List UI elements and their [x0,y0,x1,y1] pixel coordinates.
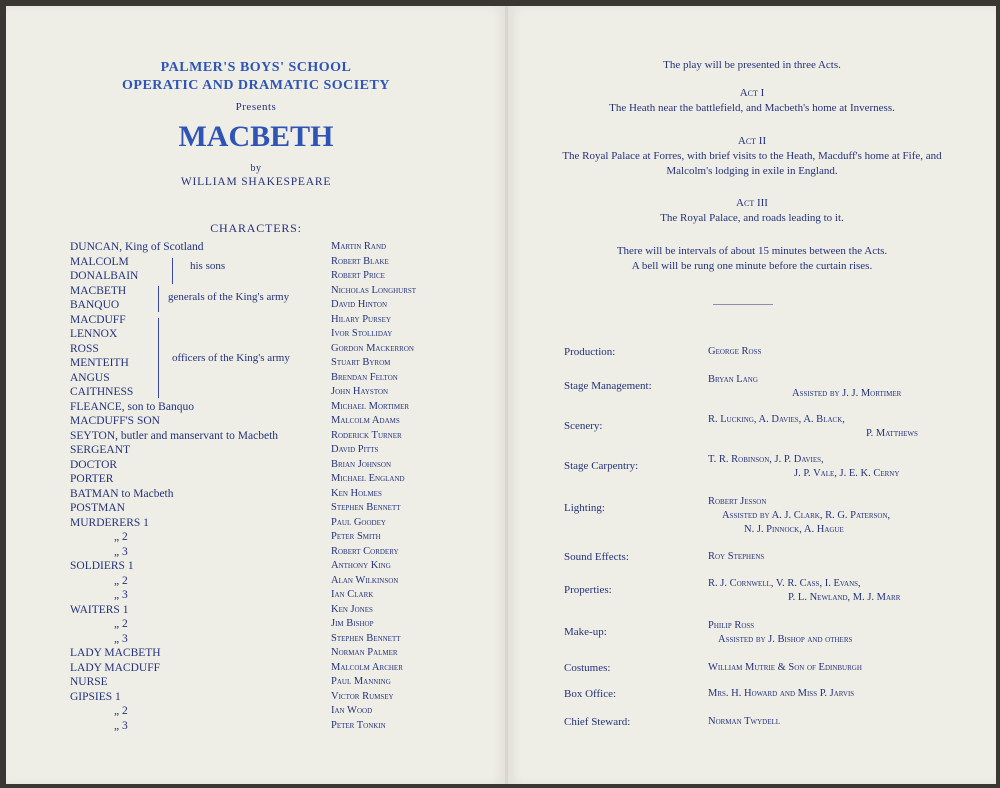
cast-row [6,574,506,588]
cast-row [6,603,506,617]
credit-label: Stage Carpentry: [564,460,639,472]
cast-row [6,501,506,515]
character-role: „ 3 [114,545,128,558]
actor-name: Ken Jones [331,603,373,615]
credit-label: Stage Management: [564,380,652,392]
cast-row [6,719,506,733]
act-1-label: Act I [739,87,765,99]
cast-row [6,429,506,443]
by-label: by [250,163,262,174]
presents-label: Presents [235,101,277,113]
actor-name: John Hayston [331,386,389,397]
note-officers: officers of the King's army [172,352,290,364]
cast-row [6,371,506,385]
bell-note: A bell will be rung one minute before the curtain rises. [631,260,873,272]
character-role: SERGEANT [70,444,131,456]
cast-row [6,443,506,457]
actor-name: Malcolm Archer [331,661,403,673]
cast-row [6,530,506,544]
act-2-label: Act II [737,135,767,147]
cast-row [6,240,506,254]
credit-name: P. Matthews [866,428,918,439]
character-role: MALCOLM [70,255,129,268]
credit-label: Make-up: [564,626,607,638]
cast-row [6,545,506,559]
note-generals: generals of the King's army [168,291,290,303]
character-role: GIPSIES 1 [70,690,121,703]
cast-row [6,255,506,269]
character-role: „ 3 [114,632,128,645]
character-role: PORTER [70,473,114,485]
cast-row [6,588,506,602]
credit-name: George Ross [708,346,762,357]
actor-name: Peter Smith [331,531,381,542]
brace-generals [158,286,159,312]
credit-name: R. J. Cornwell, V. R. Cass, I. Evans, [708,578,861,589]
actor-name: David Hinton [331,299,388,310]
character-role: SEYTON, butler and manservant to Macbeth [70,429,279,442]
school-name: PALMER'S BOYS' SCHOOL [160,60,352,75]
character-role: MURDERERS 1 [70,516,149,529]
credit-name: T. R. Robinson, J. P. Davies, [708,454,824,465]
character-role: FLEANCE, son to Banquo [70,400,194,413]
character-role: „ 3 [114,719,128,732]
character-role: MACBETH [70,284,127,297]
society-name: OPERATIC AND DRAMATIC SOCIETY [122,78,390,93]
credit-name: J. P. Vale, J. E. K. Cerny [794,468,900,479]
cast-row [6,559,506,573]
actor-name: Victor Rumsey [331,690,394,702]
character-role: LADY MACBETH [70,647,161,659]
actor-name: Brendan Felton [331,371,398,383]
actor-name: Norman Palmer [331,647,398,658]
actor-name: Hilary Pursey [331,313,391,325]
cast-row [6,487,506,501]
credit-name: Roy Stephens [708,551,765,562]
credit-label: Box Office: [564,688,617,700]
credit-label: Costumes: [564,662,611,674]
act-1-text: The Heath near the battlefield, and Macbeth's home at Inverness. [609,102,895,114]
play-title: MACBETH [178,120,334,153]
character-role: DUNCAN, King of Scotland [70,241,204,253]
character-role: „ 2 [114,618,128,630]
cast-row [6,400,506,414]
actor-name: Nicholas Longhurst [331,284,417,296]
actor-name: Martin Rand [331,241,387,252]
actor-name: Peter Tonkin [331,719,386,731]
actor-name: Stephen Bennett [331,502,401,513]
cast-row [6,414,506,428]
cast-row [6,632,506,646]
character-role: BATMAN to Macbeth [70,487,174,500]
actor-name: Alan Wilkinson [331,574,399,586]
actor-name: Paul Goodey [331,516,386,528]
credit-name: Assisted by A. J. Clark, R. G. Paterson, [722,510,891,521]
credit-label: Properties: [564,584,612,596]
character-role: „ 2 [114,574,128,587]
note-sons: his sons [190,260,226,272]
character-role: LADY MACDUFF [70,661,160,674]
cast-row [6,704,506,718]
intervals-note: There will be intervals of about 15 minutes between the Acts. [616,245,888,257]
brace-officers [158,318,159,398]
author-name: WILLIAM SHAKESPEARE [180,176,332,188]
credit-label: Scenery: [564,420,603,432]
character-role: ROSS [70,342,99,355]
credit-label: Sound Effects: [564,551,629,563]
cast-row [6,516,506,530]
credit-name: Mrs. H. Howard and Miss P. Jarvis [708,688,855,699]
credit-name: William Mutrie & Son of Edinburgh [708,662,862,673]
actor-name: Robert Cordery [331,545,399,557]
act-3-label: Act III [736,197,768,209]
credit-name: Assisted by J. Bishop and others [718,634,853,645]
act-2-text: The Royal Palace at Forres, with brief visits to the Heath, Macduff's home at Fife, and Malcolm's lodging in exile in England. [562,150,942,177]
actor-name: Gordon Mackerron [331,342,414,354]
cast-row [6,646,506,660]
actor-name: Brian Johnson [331,458,391,470]
character-role: DONALBAIN [70,270,139,282]
characters-heading: CHARACTERS: [210,221,302,235]
actor-name: Anthony King [331,560,391,571]
cast-row [6,313,506,327]
actor-name: Stuart Byrom [331,357,391,368]
character-role: „ 3 [114,589,128,601]
cast-row [6,327,506,341]
actor-name: David Pitts [331,444,379,455]
actor-name: Robert Price [331,270,385,281]
credit-label: Chief Steward: [564,716,631,728]
acts-intro: The play will be presented in three Acts. [663,59,841,71]
credit-name: Norman Twydell [708,716,781,727]
character-role: WAITERS 1 [70,603,129,616]
credit-name: P. L. Newland, M. J. Marr [788,592,901,603]
act-3-text: The Royal Palace, and roads leading to it. [660,212,844,224]
actor-name: Malcolm Adams [331,415,400,426]
credit-name: R. Lucking, A. Davies, A. Black, [708,414,845,425]
actor-name: Roderick Turner [331,429,402,441]
character-role: MACDUFF [70,313,126,326]
cast-row [6,617,506,631]
actor-name: Paul Manning [331,676,391,687]
cast-row [6,458,506,472]
character-role: CAITHNESS [70,386,134,398]
right-page [508,6,996,784]
credit-name: Bryan Lang [708,374,758,385]
character-role: MACDUFF'S SON [70,415,160,427]
cast-row [6,269,506,283]
actor-name: Ivor Stolliday [331,328,393,339]
credit-label: Production: [564,346,616,358]
character-role: ANGUS [70,371,110,384]
actor-name: Michael England [331,473,405,484]
credit-name: N. J. Pinnock, A. Hague [744,524,844,535]
actor-name: Jim Bishop [331,618,374,629]
character-role: „ 2 [114,705,128,717]
actor-name: Ken Holmes [331,487,382,499]
character-role: LENNOX [70,328,118,340]
actor-name: Ian Wood [331,705,373,716]
character-role: DOCTOR [70,458,118,471]
cast-row [6,661,506,675]
actor-name: Michael Mortimer [331,400,410,412]
brace-sons [172,258,173,284]
actor-name: Ian Clark [331,589,374,600]
actor-name: Stephen Bennett [331,632,401,644]
left-page [6,6,506,784]
credit-label: Lighting: [564,502,605,514]
cast-row [6,675,506,689]
cast-row [6,385,506,399]
character-role: NURSE [70,676,108,688]
character-role: MENTEITH [70,357,129,369]
character-role: POSTMAN [70,502,125,514]
character-role: SOLDIERS 1 [70,560,134,572]
cast-row [6,690,506,704]
character-role: BANQUO [70,299,120,311]
actor-name: Robert Blake [331,255,389,267]
cast-row [6,472,506,486]
credit-name: Robert Jesson [708,496,767,507]
credit-name: Philip Ross [708,620,755,631]
credit-name: Assisted by J. J. Mortimer [792,388,902,399]
divider [713,304,773,305]
character-role: „ 2 [114,531,128,543]
